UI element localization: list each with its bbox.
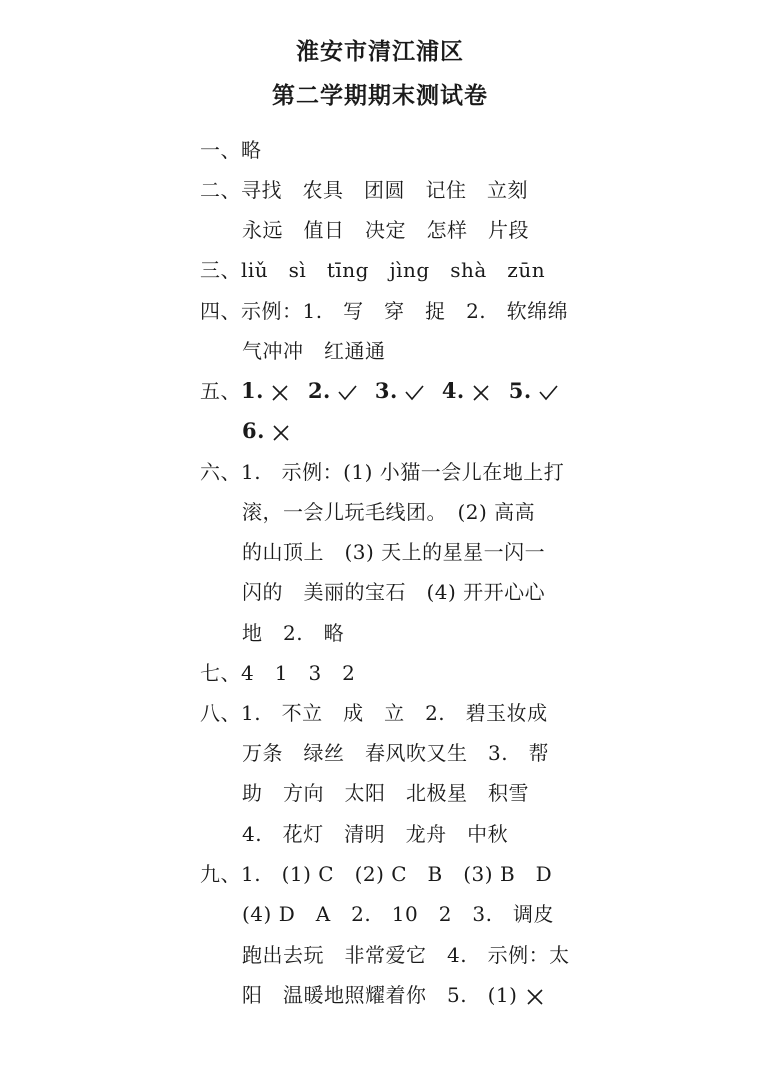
answer-line-3: 永远 值日 决定 怎样 片段 xyxy=(242,218,529,242)
check-icon xyxy=(337,383,357,403)
page-title: 淮安市清江浦区 xyxy=(296,39,464,65)
item-number: 1. xyxy=(241,378,264,403)
answer-line-8 xyxy=(242,418,309,444)
answer-line-2: 二、寻找 农具 团圆 记住 立刻 xyxy=(200,178,528,202)
answer-line-15: 八、1. 不立 成 立 2. 碧玉妆成 xyxy=(200,701,548,725)
answer-line-6: 气冲冲 红通通 xyxy=(242,339,386,363)
answer-line-22-text: 阳 温暖地照耀着你 5. (1) xyxy=(242,983,518,1007)
answer-line-22 xyxy=(242,982,545,1008)
answer-line-1: 一、略 xyxy=(200,138,262,162)
section-prefix: 五、 xyxy=(200,379,241,403)
cross-icon xyxy=(270,383,290,403)
check-icon xyxy=(404,383,424,403)
answer-line-21: 跑出去玩 非常爱它 4. 示例：太 xyxy=(242,943,570,967)
answer-line-7 xyxy=(200,378,558,404)
answer-line-12: 闪的 美丽的宝石 (4) 开开心心 xyxy=(242,580,546,604)
answer-line-11: 的山顶上 (3) 天上的星星一闪一 xyxy=(242,540,546,564)
answer-line-16: 万条 绿丝 春风吹又生 3. 帮 xyxy=(242,741,550,765)
answer-line-13: 地 2. 略 xyxy=(242,621,345,645)
item-number: 3. xyxy=(374,378,398,403)
item-number: 6. xyxy=(242,418,265,443)
answer-line-19: 九、1. (1) C (2) C B (3) B D xyxy=(200,862,553,886)
answer-line-9: 六、1. 示例：(1) 小猫一会儿在地上打 xyxy=(200,460,565,484)
answer-line-14: 七、4 1 3 2 xyxy=(200,661,356,685)
cross-icon xyxy=(471,383,491,403)
answer-line-5: 四、示例：1. 写 穿 捉 2. 软绵绵 xyxy=(200,299,569,323)
answer-line-10: 滚，一会儿玩毛线团。 (2) 高高 xyxy=(242,500,536,524)
item-number: 4. xyxy=(441,378,465,403)
page-subtitle: 第二学期期末测试卷 xyxy=(272,83,488,109)
item-number: 5. xyxy=(508,378,532,403)
item-number: 2. xyxy=(307,378,331,403)
answer-line-18: 4. 花灯 清明 龙舟 中秋 xyxy=(242,822,509,846)
answer-line-4: 三、liǔ sì tīng jìng shà zūn xyxy=(200,258,546,282)
answer-line-20: (4) D A 2. 10 2 3. 调皮 xyxy=(242,902,555,926)
cross-icon xyxy=(525,987,545,1007)
check-icon xyxy=(538,383,558,403)
answer-line-17: 助 方向 太阳 北极星 积雪 xyxy=(242,781,529,805)
cross-icon xyxy=(271,423,291,443)
